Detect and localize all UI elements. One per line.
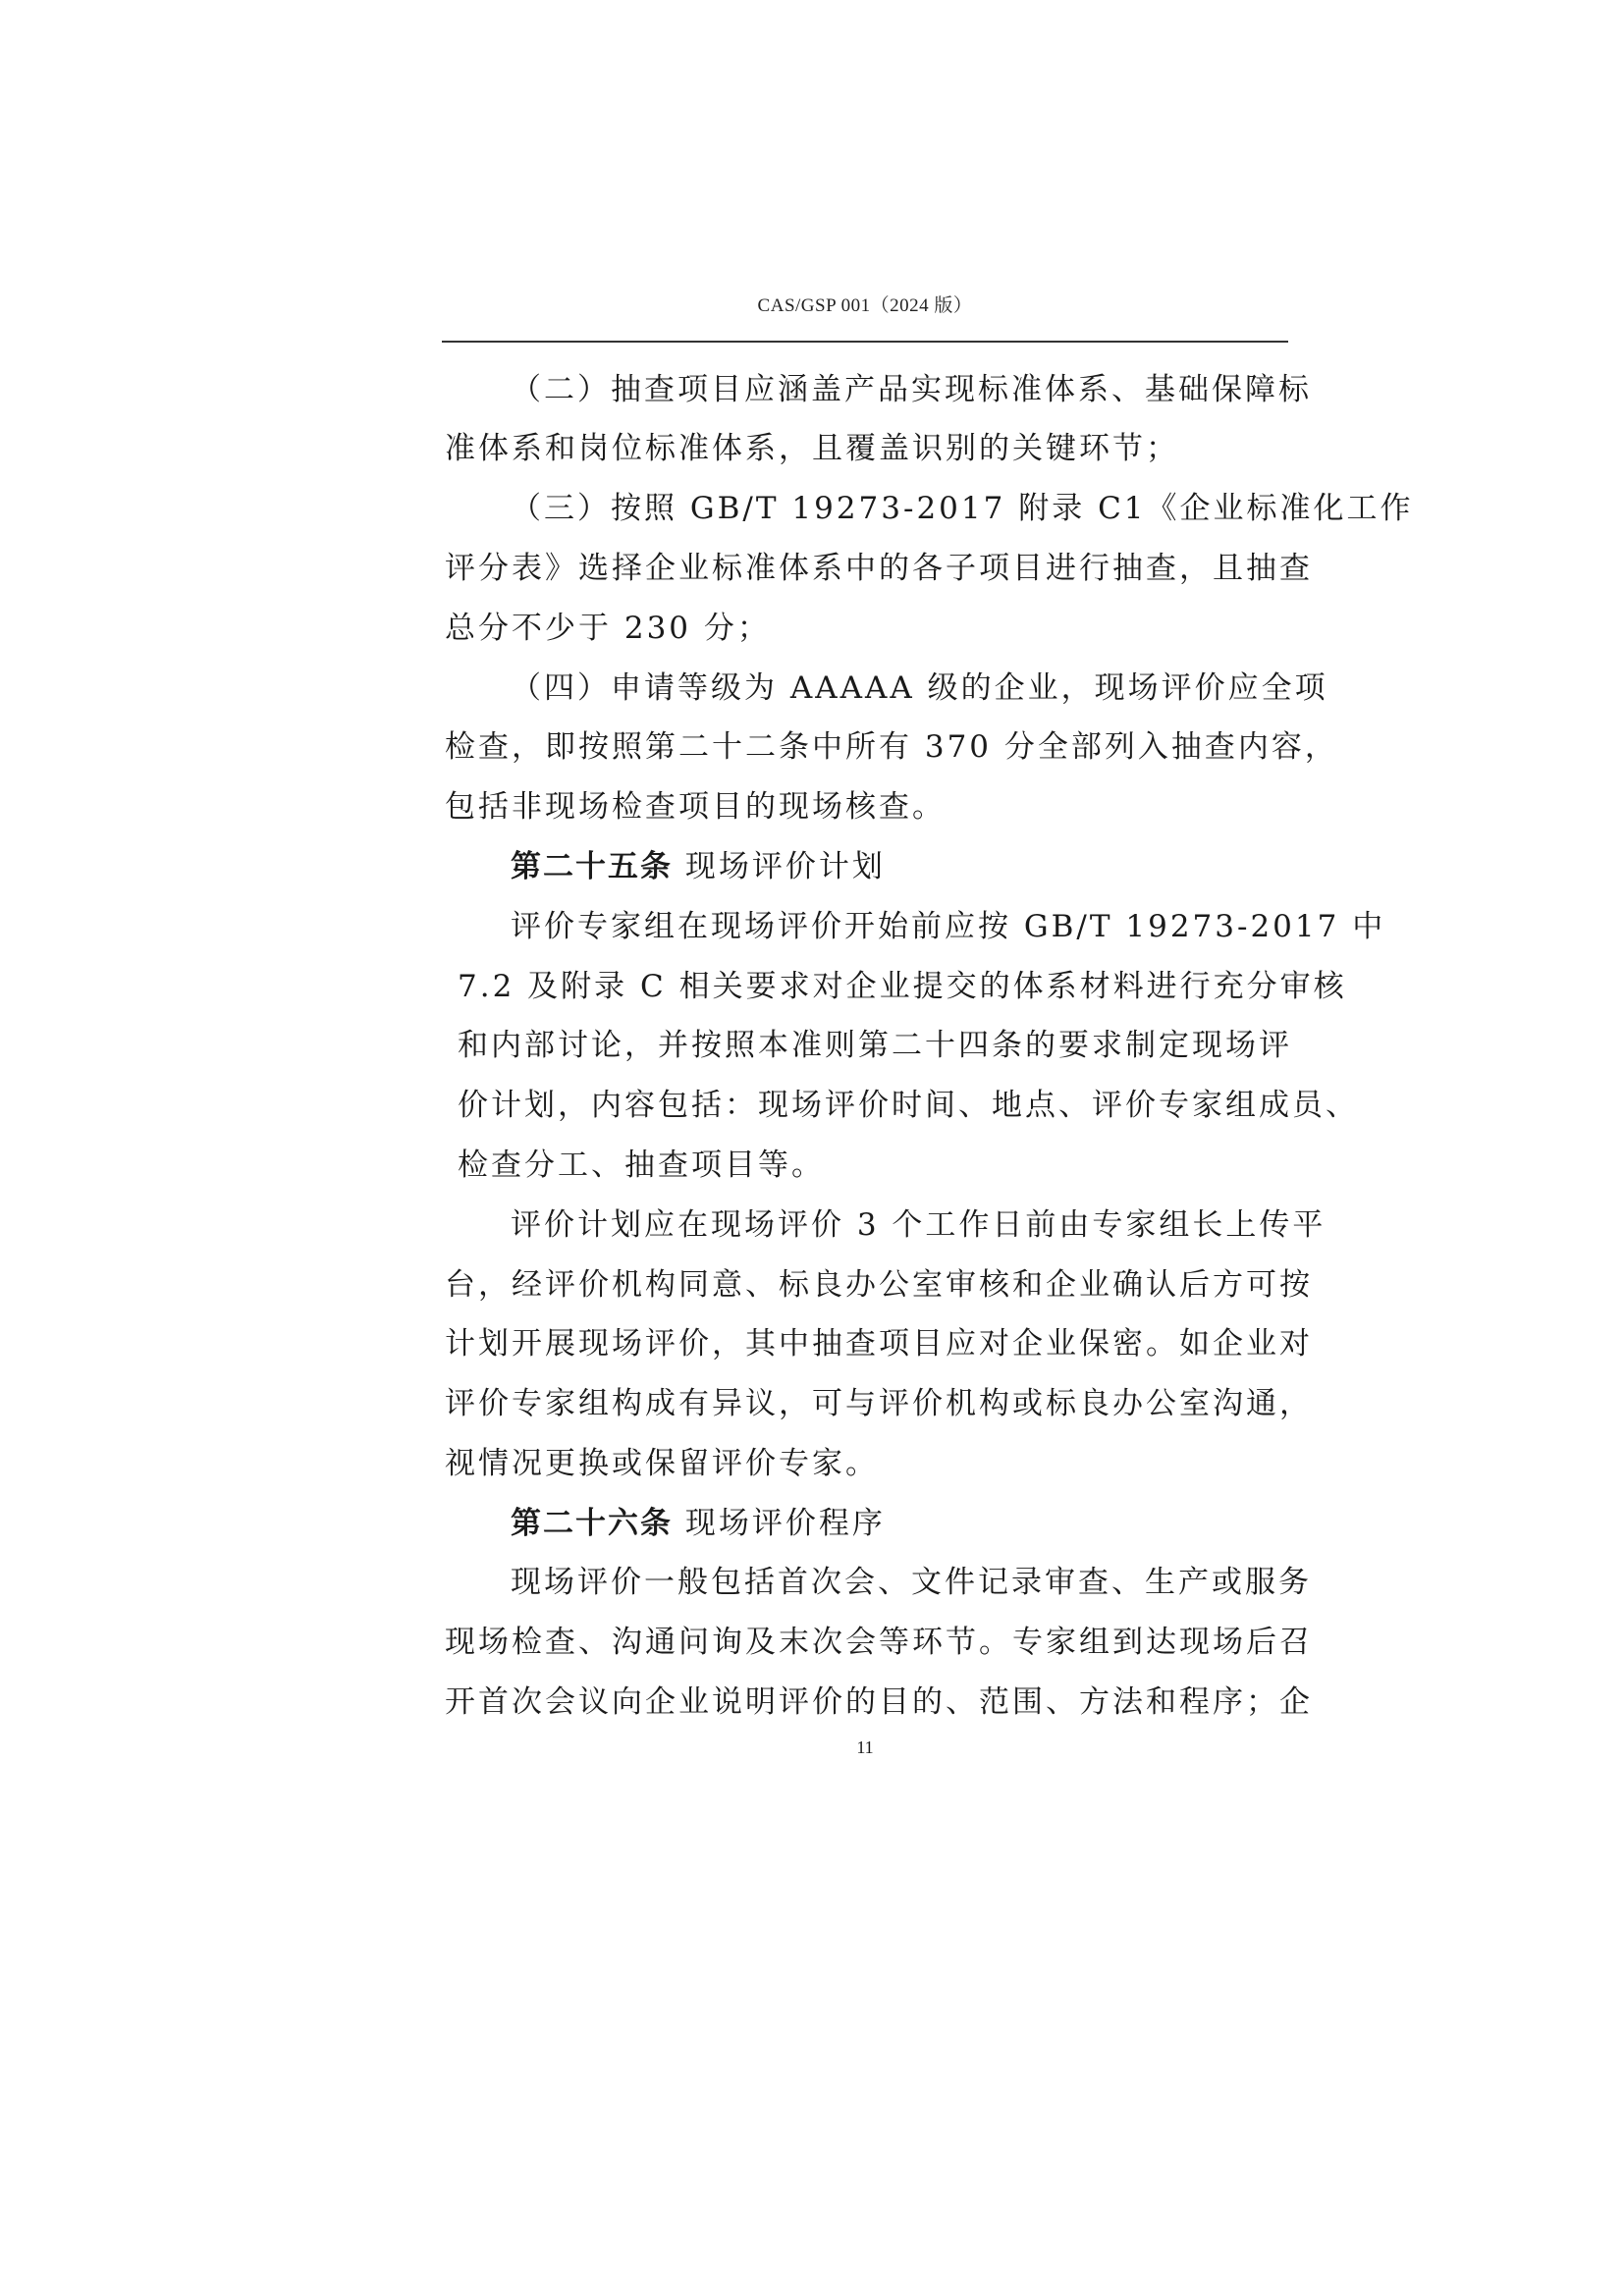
header-divider	[442, 341, 1288, 343]
paragraph-line: 开首次会议向企业说明评价的目的、范围、方法和程序；企	[445, 1684, 1313, 1720]
article-title: 现场评价程序	[684, 1506, 886, 1541]
paragraph-line: （三）按照 GB/T 19273-2017 附录 C1《企业标准化工作	[511, 491, 1414, 526]
article-heading	[511, 1504, 886, 1543]
article-number: 第二十五条	[511, 849, 673, 884]
paragraph-line: （四）申请等级为 AAAAA 级的企业，现场评价应全项	[511, 670, 1328, 706]
paragraph-line: 视情况更换或保留评价专家。	[445, 1446, 879, 1481]
paragraph-line: 检查分工、抽查项目等。	[458, 1148, 825, 1183]
paragraph-line: 台，经评价机构同意、标良办公室审核和企业确认后方可按	[445, 1267, 1313, 1303]
paragraph-line: 评价专家组在现场评价开始前应按 GB/T 19273-2017 中	[511, 909, 1386, 944]
paragraph-line: 检查，即按照第二十二条中所有 370 分全部列入抽查内容，	[445, 729, 1338, 765]
running-header: CAS/GSP 001（2024 版）	[757, 295, 973, 316]
paragraph-line: 和内部讨论，并按照本准则第二十四条的要求制定现场评	[458, 1028, 1292, 1063]
paragraph-line: 准体系和岗位标准体系，且覆盖识别的关键环节；	[445, 431, 1179, 466]
paragraph-line: 现场评价一般包括首次会、文件记录审查、生产或服务	[511, 1565, 1312, 1600]
paragraph-line: （二）抽查项目应涵盖产品实现标准体系、基础保障标	[511, 372, 1312, 407]
paragraph-line: 评价专家组构成有异议，可与评价机构或标良办公室沟通，	[445, 1386, 1313, 1421]
paragraph-line: 7.2 及附录 C 相关要求对企业提交的体系材料进行充分审核	[458, 969, 1347, 1004]
paragraph-line: 价计划，内容包括：现场评价时间、地点、评价专家组成员、	[458, 1088, 1359, 1123]
paragraph-line: 包括非现场检查项目的现场核查。	[445, 789, 946, 825]
paragraph-line: 计划开展现场评价，其中抽查项目应对企业保密。如企业对	[445, 1326, 1313, 1362]
page-number: 11	[856, 1737, 874, 1757]
article-heading	[511, 847, 886, 886]
paragraph-line: 评分表》选择企业标准体系中的各子项目进行抽查，且抽查	[445, 551, 1313, 586]
paragraph-line: 评价计划应在现场评价 3 个工作日前由专家组长上传平	[511, 1207, 1326, 1243]
paragraph-line: 总分不少于 230 分；	[445, 611, 771, 646]
article-title: 现场评价计划	[684, 849, 886, 884]
paragraph-line: 现场检查、沟通问询及末次会等环节。专家组到达现场后召	[445, 1625, 1313, 1660]
article-number: 第二十六条	[511, 1506, 673, 1541]
